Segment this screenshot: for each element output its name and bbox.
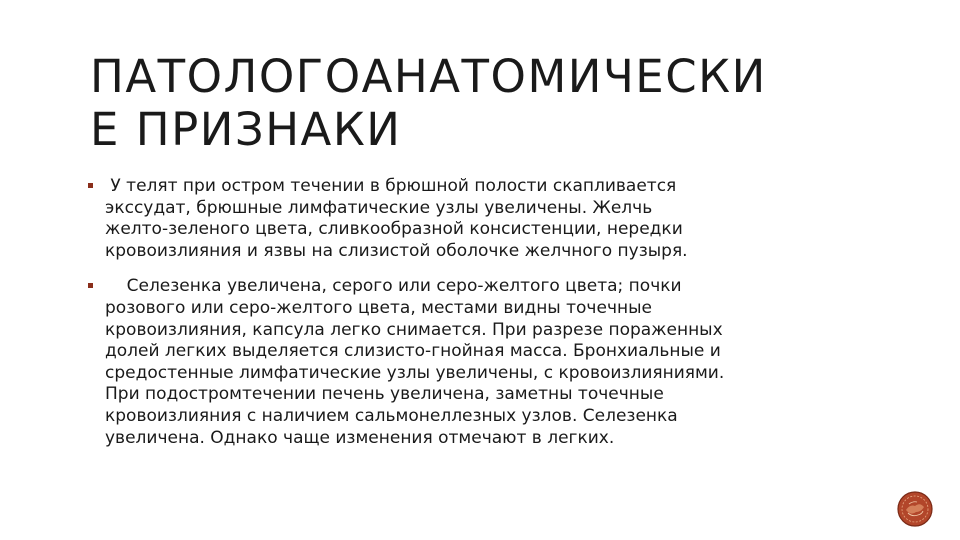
bullet-list [88,176,848,463]
bullet-square-icon [88,283,93,288]
bullet-line: кровоизлияния и язвы на слизистой оболочке желчного пузыря. [105,240,688,261]
bullet-square-icon [88,183,93,188]
bullet-line: желто-зеленого цвета, сливкообразной консистенции, нередки [105,219,683,240]
bullet-item-1 [88,176,848,262]
bullet-line: средостенные лимфатические узлы увеличены, с кровоизлияниями. [105,362,725,383]
ornament-icon [897,491,933,527]
slide-title-line-1: ПАТОЛОГОАНАТОМИЧЕСКИ [90,50,767,103]
bullet-line: розового или серо-желтого цвета, местами видны точечные [105,297,652,318]
bullet-line: Селезенка увеличена, серого или серо-желтого цвета; почки [105,276,682,297]
bullet-line: У телят при остром течении в брюшной полости скапливается [105,176,677,196]
bullet-item-2 [88,276,848,449]
slide-title-line-2: Е ПРИЗНАКИ [90,103,402,156]
bullet-line: При подостромтечении печень увеличена, заметны точечные [105,384,664,405]
bullet-line: кровоизлияния с наличием сальмонеллезных узлов. Селезенка [105,405,678,426]
bullet-line: экссудат, брюшные лимфатические узлы увеличены. Желчь [105,197,653,218]
slide-title [90,50,890,156]
bullet-line: кровоизлияния, капсула легко снимается. При разрезе пораженных [105,319,723,340]
bullet-line: долей легких выделяется слизисто-гнойная масса. Бронхиальные и [105,341,721,362]
bullet-line: увеличена. Однако чаще изменения отмечают в легких. [105,427,615,448]
